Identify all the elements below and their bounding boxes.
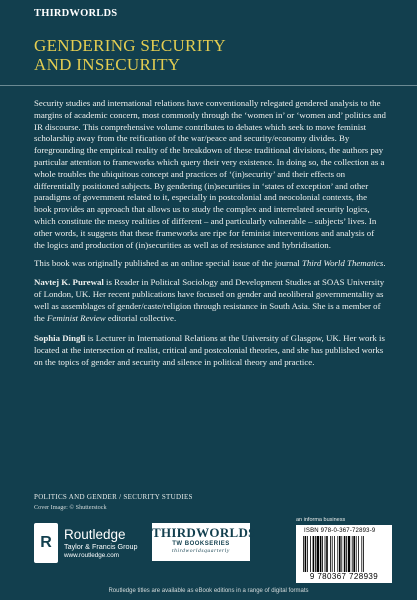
author-1-bio-a: is Reader in Political Sociology and Development Studies at SOAS University of London, UK. Her recent publications have focused on gender and neoliberal governmentality as well as assemblages of gender/caste/religion through resistance in South Asia. She is a member of the: [34, 277, 385, 323]
author-1-journal: Feminist Review: [47, 312, 106, 323]
divider: [0, 85, 417, 86]
origin-note: [34, 258, 386, 270]
subject-category: POLITICS AND GENDER / SECURITY STUDIES: [34, 493, 193, 501]
author-1-name: Navtej K. Purewal: [34, 277, 104, 288]
series-logo-tagline: thirdworldsquarterly: [172, 548, 230, 554]
informa-note: an informa business: [296, 517, 346, 523]
series-name: THIRDWORLDS: [34, 8, 118, 19]
publisher-url: www.routledge.com: [64, 551, 119, 559]
author-bio-1: [34, 277, 386, 324]
blurb: Security studies and international relations have conventionally relegated gendered analysis to the margins of academic concern, most commonly through the ‘women in’ or ‘women and’ politics and IR discourse. This comprehensive volume contributes to debates which seek to move feminist scholarship away from the reification of the war/peace and security/economy divides. By foregrounding the empirical reality of the breakdown of these traditional divisions, the authors pay particular attention to frameworks which query their very existence. In doing so, the collection as a whole troubles the ubiquitous concept and practices of ‘(in)security’ and their effects on differentially positioned subjects. By gendering (in)securities in ‘states of exception’ and other paradigms of government related to it, especially in postcolonial and neocolonial contexts, the book provides an approach that allows us to study the complex and interrelated security logics, which constitute the messy realities of different – and particularly vulnerable – subjects’ lives. In other words, it suggests that these frameworks are ripe for feminist interventions and analysis of the logics and production of (in)securities as well as of resistance and hybridisation.: [34, 98, 386, 250]
thirdworlds-series-logo: [152, 523, 256, 561]
routledge-logo-text: [64, 527, 138, 560]
cover-text: [34, 98, 386, 378]
book-title: [34, 36, 394, 74]
series-logo-name: THIRDWORLDS: [152, 525, 256, 540]
origin-journal: Third World Thematics: [301, 258, 384, 269]
author-1-bio-b: editorial collective.: [105, 312, 177, 323]
publisher-name: Routledge: [64, 526, 126, 542]
routledge-mark-icon: R: [34, 523, 58, 563]
barcode-digits: 9 780367 728939: [309, 572, 379, 581]
series-logo-sub: TW BOOKSERIES: [172, 541, 230, 547]
author-2-name: Sophia Dingli: [34, 333, 86, 344]
ebook-note: Routledge titles are available as eBook editions in a range of digital formats: [108, 588, 309, 594]
title-line-1: GENDERING SECURITY: [34, 36, 226, 55]
author-bio-2: [34, 333, 386, 368]
barcode-block: [296, 525, 392, 583]
title-line-2: AND INSECURITY: [34, 55, 181, 74]
cover-image-credit: Cover Image: © Shutterstock: [34, 504, 107, 511]
barcode-icon: [302, 536, 388, 572]
origin-suffix: .: [383, 258, 386, 269]
routledge-logo: [34, 521, 142, 565]
publisher-group: Taylor & Francis Group: [64, 541, 138, 551]
author-2-bio: is Lecturer in International Relations at the University of Glasgow, UK. Her work is located at the intersection of realist, critical and postcolonial theories, and she has published works on the topics of gender and security and silence in political theory and practice.: [34, 333, 385, 367]
isbn-text: ISBN 978-0-367-72893-9: [304, 528, 376, 534]
origin-prefix: This book was originally published as an online special issue of the journal: [34, 258, 302, 269]
